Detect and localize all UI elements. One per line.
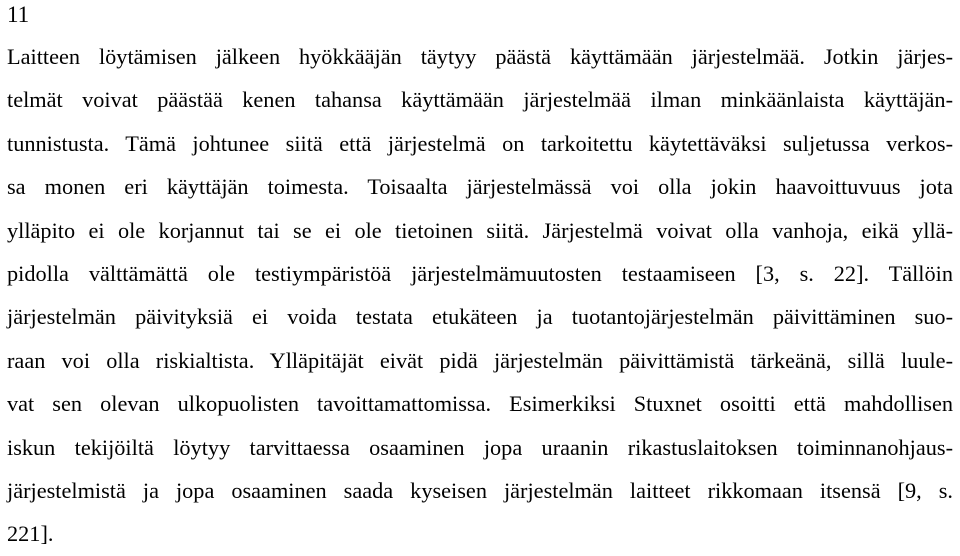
text-line: telmät voivat päästää kenen tahansa käyttämään järjestelmää ilman minkäänlaista käyttäjän- [7, 87, 953, 113]
text-line: järjestelmän päivityksiä ei voida testata etukäteen ja tuotantojärjestelmän päivittäminen suo- [7, 304, 953, 330]
text-line: Laitteen löytämisen jälkeen hyökkääjän täytyy päästä käyttämään järjestelmää. Jotkin järjes- [7, 44, 953, 69]
text-line: tunnistusta. Tämä johtunee siitä että järjestelmä on tarkoitettu käytettäväksi suljetussa verkos- [7, 130, 953, 156]
text-line: 221]. [7, 521, 54, 547]
text-line: pidolla välttämättä ole testiympäristöä järjestelmämuutosten testaamiseen [3, s. 22]. Tällöin [7, 260, 953, 286]
text-line: sa monen eri käyttäjän toimesta. Toisaalta järjestelmässä voi olla jokin haavoittuvuus jota [7, 174, 953, 200]
text-line: järjestelmistä ja jopa osaaminen saada kyseisen järjestelmän laitteet rikkomaan itsensä [9, s. [7, 477, 953, 503]
text-line: raan voi olla riskialtista. Ylläpitäjät eivät pidä järjestelmän päivittämistä tärkeänä, sillä luule- [7, 347, 953, 373]
text-line: iskun tekijöiltä löytyy tarvittaessa osaaminen jopa uraanin rikastuslaitoksen toiminnanohjaus- [7, 434, 953, 460]
text-line: vat sen olevan ulkopuolisten tavoittamattomissa. Esimerkiksi Stuxnet osoitti että mahdollisen [7, 391, 953, 417]
page-number: 11 [7, 2, 30, 27]
body-paragraph [7, 35, 953, 556]
text-line: ylläpito ei ole korjannut tai se ei ole tietoinen siitä. Järjestelmä voivat olla vanhoja, eikä yllä- [7, 217, 953, 243]
